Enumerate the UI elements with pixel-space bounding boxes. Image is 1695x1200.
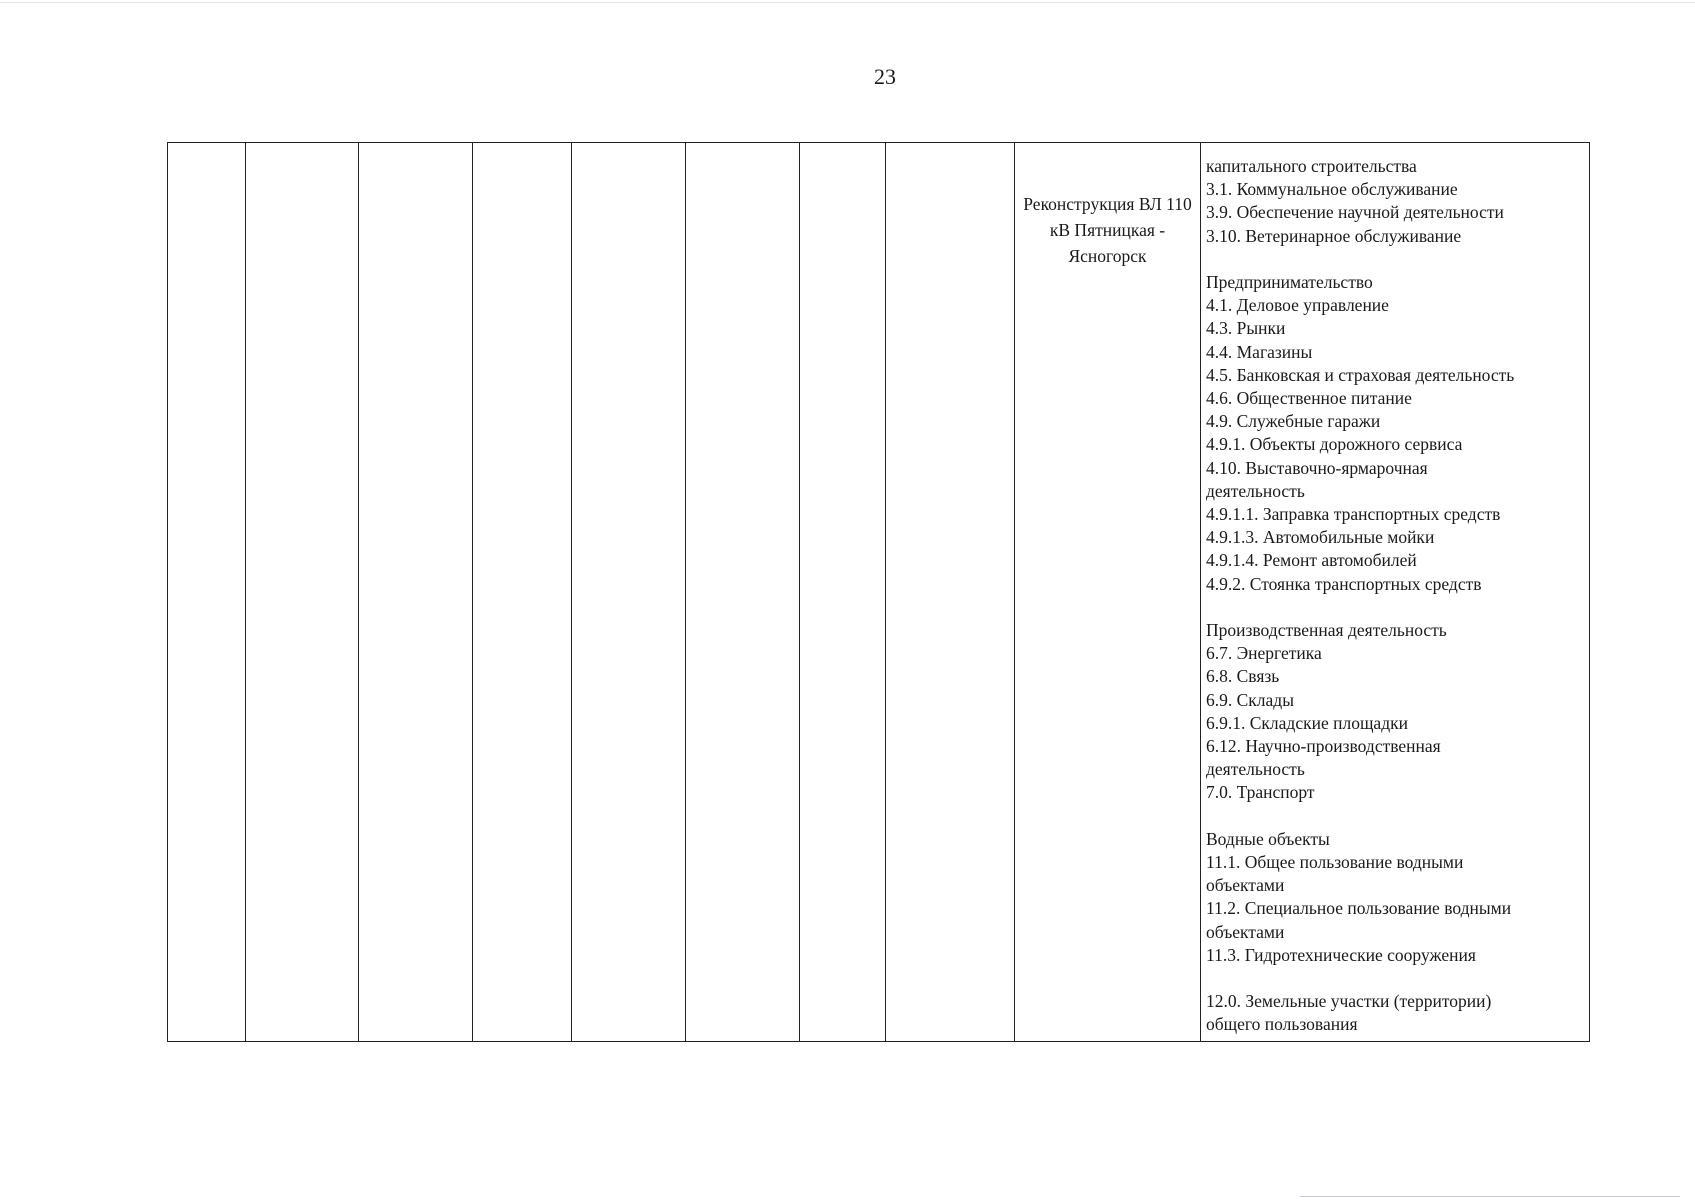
list-item: 4.4. Магазины	[1206, 341, 1313, 362]
list-item: 4.9.2. Стоянка транспортных средств	[1206, 573, 1482, 594]
list-item: 4.9. Служебные гаражи	[1206, 411, 1381, 432]
list-item: 12.0. Земельные участки (территории)	[1206, 991, 1492, 1012]
table-row	[168, 143, 1590, 1042]
list-item: 3.10. Ветеринарное обслуживание	[1206, 225, 1462, 246]
object-name-text: Реконструкция ВЛ 110 кВ Пятницкая - Ясногорск	[1023, 194, 1192, 266]
empty-cell-6	[686, 143, 800, 1042]
list-item: объектами	[1206, 921, 1285, 942]
list-item: общего пользования	[1206, 1014, 1358, 1035]
list-gap	[1206, 248, 1585, 271]
empty-cell-4	[473, 143, 572, 1042]
list-item: 4.1. Деловое управление	[1206, 295, 1389, 316]
list-item: 6.7. Энергетика	[1206, 643, 1322, 664]
land-use-list	[1206, 155, 1585, 1037]
list-gap	[1206, 805, 1585, 828]
object-name-cell	[1015, 143, 1201, 1042]
page-number: 23	[874, 64, 896, 89]
list-item: капитального строительства	[1206, 156, 1417, 176]
empty-cell-7	[800, 143, 886, 1042]
scan-bottom-edge	[1300, 1196, 1680, 1197]
list-item: 4.3. Рынки	[1206, 318, 1286, 339]
list-item: 11.1. Общее пользование водными	[1206, 852, 1464, 873]
empty-cell-5	[572, 143, 686, 1042]
list-item: Производственная деятельность	[1206, 620, 1447, 641]
list-item: 4.9.1.3. Автомобильные мойки	[1206, 527, 1435, 548]
list-item: 3.1. Коммунальное обслуживание	[1206, 179, 1458, 200]
list-item: 4.10. Выставочно-ярмарочная	[1206, 457, 1428, 478]
land-use-list-cell	[1201, 143, 1590, 1042]
list-item: 6.8. Связь	[1206, 666, 1280, 687]
list-item: 6.12. Научно-производственная	[1206, 736, 1441, 757]
list-item: объектами	[1206, 875, 1285, 896]
list-item: Водные объекты	[1206, 828, 1330, 849]
list-item: 6.9. Склады	[1206, 689, 1294, 710]
list-item: 4.5. Банковская и страховая деятельность	[1206, 364, 1515, 385]
list-gap	[1206, 596, 1585, 619]
scan-top-edge	[0, 2, 1695, 3]
list-item: деятельность	[1206, 759, 1305, 780]
empty-cell-1	[168, 143, 246, 1042]
empty-cell-2	[246, 143, 359, 1042]
list-item: Предпринимательство	[1206, 272, 1373, 292]
list-item: 4.9.1. Объекты дорожного сервиса	[1206, 434, 1463, 455]
list-item: 7.0. Транспорт	[1206, 782, 1315, 803]
list-item: 6.9.1. Складские площадки	[1206, 712, 1408, 733]
list-item: 11.2. Специальное пользование водными	[1206, 898, 1512, 919]
list-item: деятельность	[1206, 480, 1305, 501]
list-gap	[1206, 967, 1585, 990]
list-item: 4.9.1.1. Заправка транспортных средств	[1206, 504, 1501, 525]
list-item: 3.9. Обеспечение научной деятельности	[1206, 202, 1504, 223]
empty-cell-3	[359, 143, 473, 1042]
list-item: 4.9.1.4. Ремонт автомобилей	[1206, 550, 1417, 571]
land-use-table	[167, 142, 1590, 1042]
list-item: 4.6. Общественное питание	[1206, 388, 1412, 409]
empty-cell-8	[886, 143, 1015, 1042]
list-item: 11.3. Гидротехнические сооружения	[1206, 944, 1476, 965]
